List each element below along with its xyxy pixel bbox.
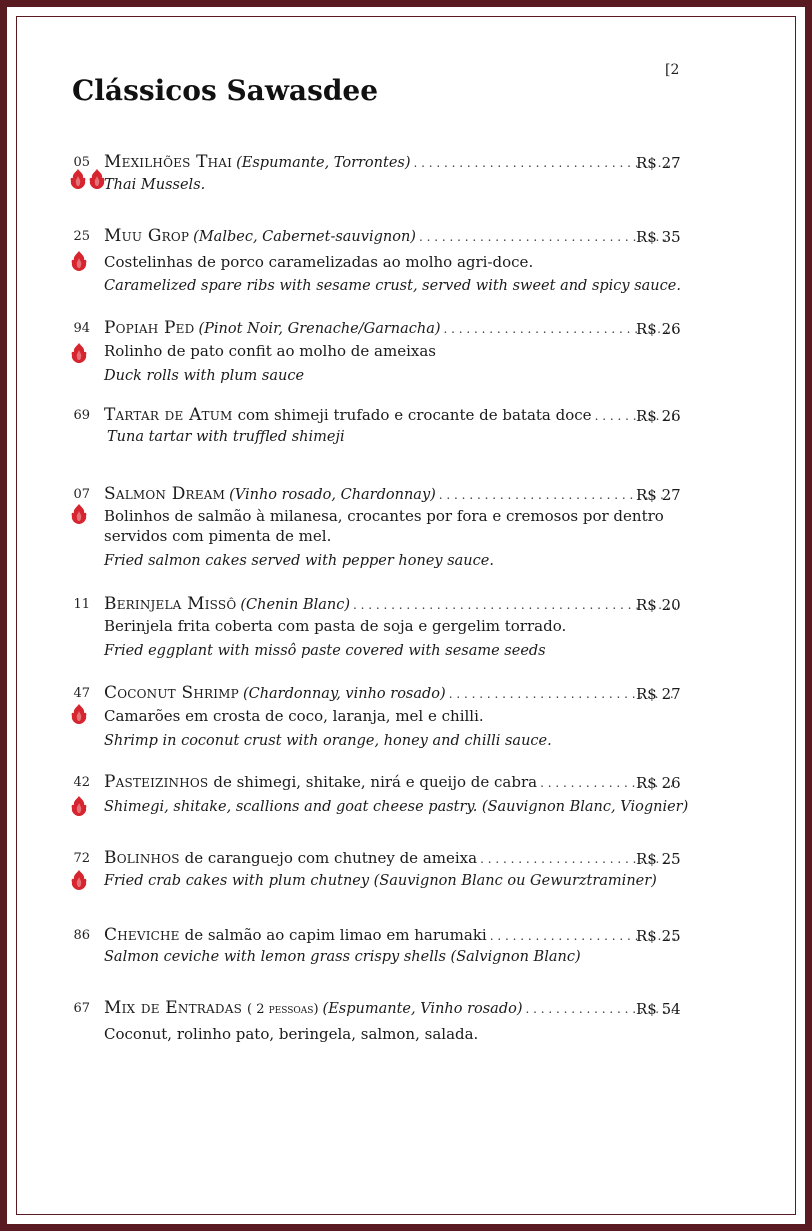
item-number: 47 — [73, 686, 90, 701]
menu-item — [0, 152, 812, 174]
item-wine: (Espumante, Vinho rosado) — [322, 1001, 523, 1017]
item-number: 67 — [73, 1001, 90, 1016]
item-name: Coconut Shrimp — [104, 683, 239, 703]
chili-pepper-icon — [69, 503, 89, 525]
item-extra: de salmão ao capim limao em harumaki — [184, 926, 487, 944]
menu-item — [0, 484, 812, 506]
item-price: R$ 20 — [636, 596, 681, 614]
item-description-en: Shimegi, shitake, scallions and goat cheese pastry. (Sauvignon Blanc, Viognier) — [104, 799, 689, 815]
item-wine: (Espumante, Torrontes) — [236, 155, 411, 171]
item-price: R$ 27 — [636, 486, 681, 504]
item-number: 42 — [73, 775, 90, 790]
item-name: Popiah Ped — [104, 318, 195, 338]
page-title: Clássicos Sawasdee — [72, 74, 379, 107]
menu-item — [0, 925, 812, 947]
item-price: R$ 26 — [636, 320, 681, 338]
item-name: Bolinhos — [104, 848, 180, 868]
item-number: 11 — [73, 597, 90, 612]
item-price: R$ 27 — [636, 685, 681, 703]
page-number: [2 — [665, 62, 680, 78]
item-price: R$ 25 — [636, 927, 681, 945]
item-description-en: Duck rolls with plum sauce — [104, 368, 305, 384]
menu-item — [0, 318, 812, 340]
item-wine: (Malbec, Cabernet-sauvignon) — [193, 229, 416, 245]
chili-pepper-icon — [69, 703, 89, 725]
item-wine: (Chenin Blanc) — [240, 597, 351, 613]
menu-item — [0, 594, 812, 616]
item-name: Berinjela Missô — [104, 594, 237, 614]
item-extra: ( 2 pessoas) — [247, 1002, 319, 1017]
item-description: Rolinho de pato confit ao molho de ameixas — [104, 342, 436, 360]
item-description-en: Tuna tartar with truffled shimeji — [107, 429, 345, 445]
dot-leader — [353, 598, 676, 612]
menu-item — [0, 772, 812, 794]
menu-item — [0, 405, 812, 427]
item-name: Tartar de Atum — [104, 405, 233, 425]
item-description: Camarões em crosta de coco, laranja, mel e chilli. — [104, 707, 484, 725]
item-name: Muu Grop — [104, 226, 190, 246]
item-wine: (Chardonnay, vinho rosado) — [242, 686, 446, 702]
item-description-en: Shrimp in coconut crust with orange, honey and chilli sauce. — [104, 733, 552, 749]
menu-item — [0, 683, 812, 705]
item-description: Coconut, rolinho pato, beringela, salmon, salada. — [104, 1025, 479, 1043]
chili-pepper-icon — [69, 250, 89, 272]
item-price: R$ 26 — [636, 774, 681, 792]
item-price: R$ 25 — [636, 850, 681, 868]
chili-pepper-icon — [69, 795, 89, 817]
item-extra: com shimeji trufado e crocante de batata doce — [237, 406, 592, 424]
item-description-en: Caramelized spare ribs with sesame crust, served with sweet and spicy sauce. — [104, 278, 681, 294]
item-number: 94 — [73, 321, 90, 336]
item-description-en: Fried crab cakes with plum chutney (Sauvignon Blanc ou Gewurztraminer) — [104, 873, 657, 889]
item-name: Cheviche — [104, 925, 180, 945]
item-price: R$ 54 — [636, 1000, 681, 1018]
item-name: Salmon Dream — [104, 484, 226, 504]
item-description-en: Fried salmon cakes served with pepper honey sauce. — [104, 553, 494, 569]
item-number: 69 — [73, 408, 90, 423]
item-wine: (Pinot Noir, Grenache/Garnacha) — [198, 321, 441, 337]
item-number: 86 — [73, 928, 90, 943]
item-name: Mix de Entradas — [104, 998, 243, 1018]
item-description: Berinjela frita coberta com pasta de soja e gergelim torrado. — [104, 617, 567, 635]
item-description: Costelinhas de porco caramelizadas ao molho agri-doce. — [104, 253, 534, 271]
item-description-en: Fried eggplant with missô paste covered with sesame seeds — [104, 643, 546, 659]
item-description-en: Salmon ceviche with lemon grass crispy shells (Salvignon Blanc) — [104, 949, 581, 965]
menu-item — [0, 226, 812, 248]
item-price: R$ 35 — [636, 228, 681, 246]
item-price: R$ 26 — [636, 407, 681, 425]
item-number: 05 — [73, 155, 90, 170]
item-wine: (Vinho rosado, Chardonnay) — [229, 487, 436, 503]
item-price: R$ 27 — [636, 154, 681, 172]
chili-pepper-icon — [69, 342, 89, 364]
menu-item — [0, 848, 812, 870]
item-description-en: Thai Mussels. — [104, 177, 206, 193]
item-number: 07 — [73, 487, 90, 502]
item-number: 25 — [73, 229, 90, 244]
item-name: Mexilhões Thai — [104, 152, 233, 172]
chili-pepper-icon — [69, 869, 89, 891]
item-extra: de caranguejo com chutney de ameixa — [184, 849, 478, 867]
chili-pepper-icon — [68, 168, 88, 190]
menu-item — [0, 998, 812, 1020]
item-description: Bolinhos de salmão à milanesa, crocantes por fora e cremosos por dentro servidos com pimenta de mel. — [104, 507, 664, 545]
item-number: 72 — [73, 851, 90, 866]
item-extra: de shimegi, shitake, nirá e queijo de cabra — [213, 773, 538, 791]
item-name: Pasteizinhos — [104, 772, 209, 792]
